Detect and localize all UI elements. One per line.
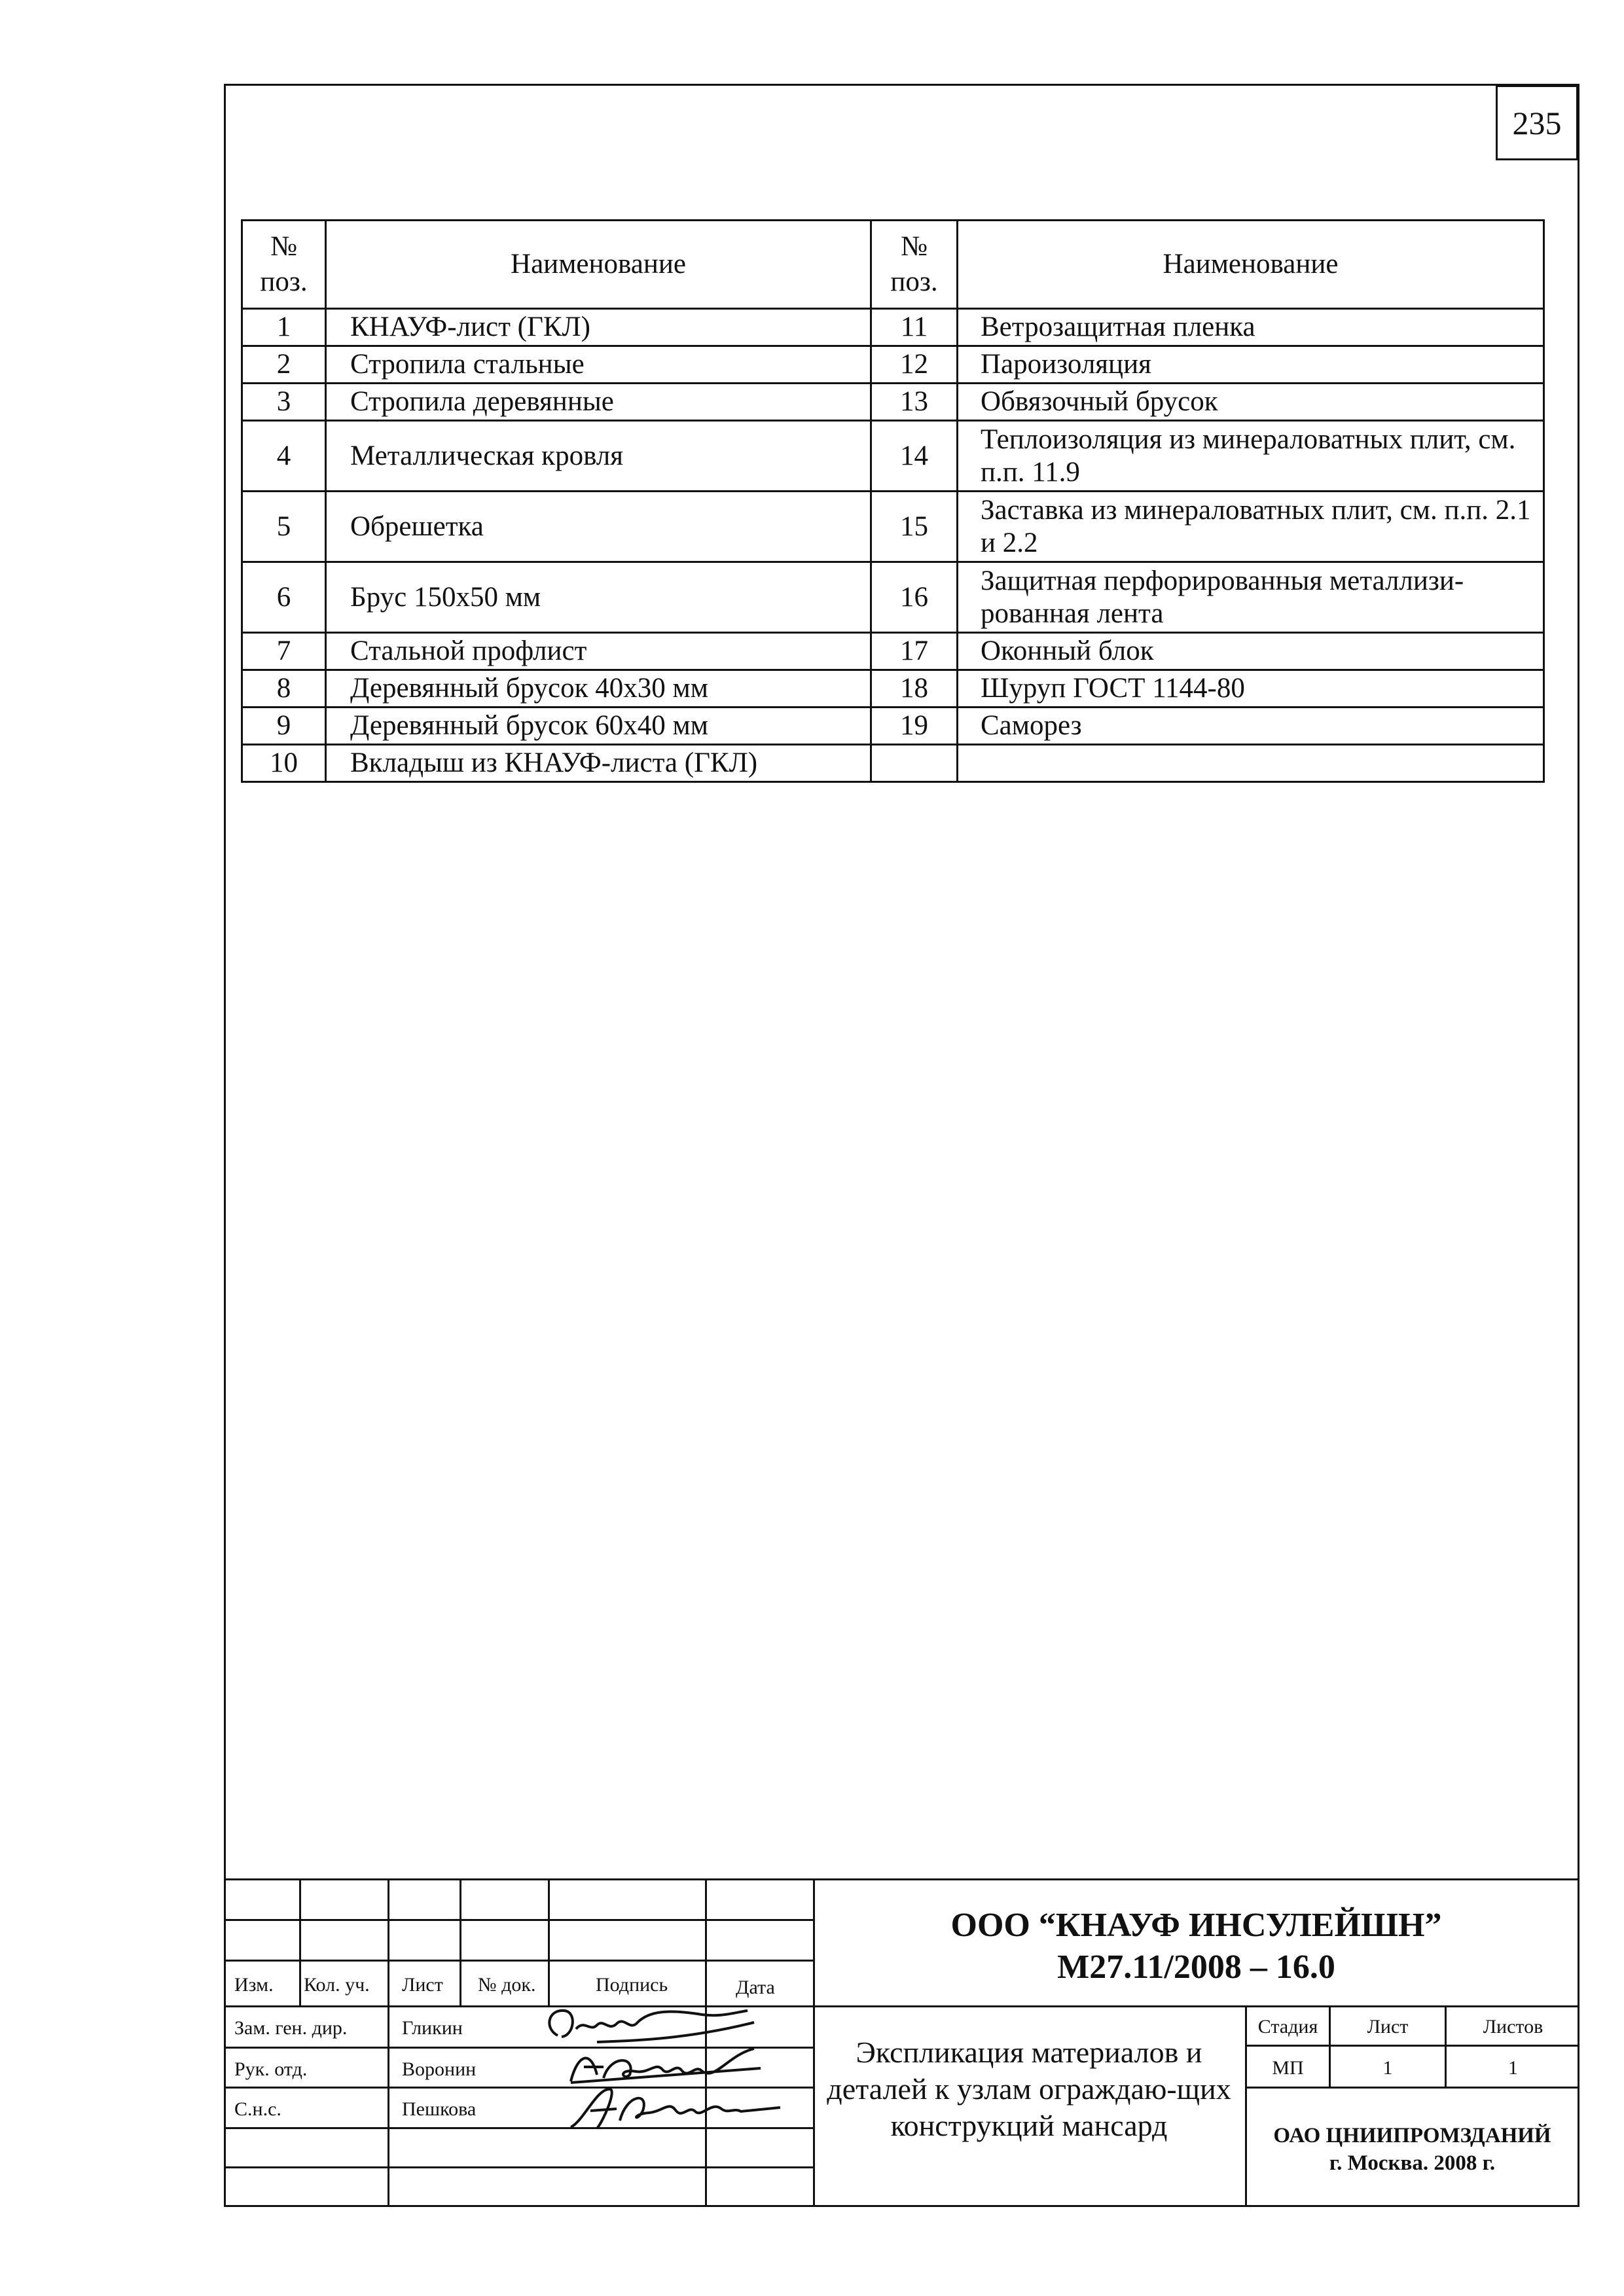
role-1: Зам. ген. дир.	[234, 2017, 348, 2039]
institute-name: ОАО ЦНИИПРОМЗДАНИЙ	[1273, 2124, 1551, 2147]
row-name-left: Металлическая кровля	[326, 421, 871, 492]
sheet-label: Лист	[1367, 2016, 1409, 2037]
row-pos-left: 1	[242, 309, 326, 346]
row-name-right: Саморез	[958, 708, 1544, 745]
table-row	[242, 670, 1544, 708]
table-row	[242, 309, 1544, 346]
pos-header-left: № поз.	[242, 221, 326, 309]
sheet-value: 1	[1382, 2057, 1393, 2079]
table-row	[242, 421, 1544, 492]
row-name-left: Брус 150x50 мм	[326, 562, 871, 633]
stage-value: МП	[1272, 2057, 1304, 2079]
row-name-right: Обвязочный брусок	[958, 384, 1544, 421]
sign-header: Подпись	[596, 1974, 668, 1996]
title-block	[224, 1878, 1579, 2207]
name-header-right: Наименование	[958, 221, 1544, 309]
table-row	[242, 745, 1544, 782]
row-pos-left: 8	[242, 670, 326, 708]
row-name-right: Пароизоляция	[958, 346, 1544, 384]
row-pos-left: 4	[242, 421, 326, 492]
table-row	[242, 562, 1544, 633]
table-row	[242, 346, 1544, 384]
row-pos-right: 15	[871, 492, 958, 562]
company-name: ООО “КНАУФ ИНСУЛЕЙШН”	[950, 1907, 1442, 1944]
row-name-left: Стальной профлист	[326, 633, 871, 670]
row-name-left: Вкладыш из КНАУФ-листа (ГКЛ)	[326, 745, 871, 782]
row-name-left: Стропила деревянные	[326, 384, 871, 421]
row-name-right: Теплоизоляция из минераловатных плит, см. п.п. 11.9	[958, 421, 1544, 492]
row-name-right: Ветрозащитная пленка	[958, 309, 1544, 346]
row-name-left: Стропила стальные	[326, 346, 871, 384]
pos-header-right: № поз.	[871, 221, 958, 309]
sheets-value: 1	[1508, 2057, 1518, 2079]
name-header-left: Наименование	[326, 221, 871, 309]
table-row	[242, 384, 1544, 421]
row-pos-right: 13	[871, 384, 958, 421]
list-header: Лист	[402, 1974, 443, 1996]
materials-table	[241, 219, 1545, 783]
row-pos-left: 10	[242, 745, 326, 782]
row-name-left: КНАУФ-лист (ГКЛ)	[326, 309, 871, 346]
row-pos-right	[871, 745, 958, 782]
company-header	[813, 1905, 1579, 1988]
row-pos-left: 6	[242, 562, 326, 633]
row-pos-right: 12	[871, 346, 958, 384]
row-name-right: Защитная перфорированныя металлизи-рованная лента	[958, 562, 1544, 633]
city-year: г. Москва. 2008 г.	[1329, 2151, 1496, 2175]
row-pos-left: 5	[242, 492, 326, 562]
table-header-row	[242, 221, 1544, 309]
row-name-right: Оконный блок	[958, 633, 1544, 670]
row-pos-right: 11	[871, 309, 958, 346]
row-pos-right: 19	[871, 708, 958, 745]
document-code: М27.11/2008 – 16.0	[1057, 1948, 1335, 1986]
row-pos-right: 14	[871, 421, 958, 492]
row-pos-left: 3	[242, 384, 326, 421]
row-pos-right: 18	[871, 670, 958, 708]
izm-header: Изм.	[234, 1974, 274, 1996]
row-pos-left: 9	[242, 708, 326, 745]
row-name-right	[958, 745, 1544, 782]
table-body	[242, 309, 1544, 782]
role-3: С.н.с.	[234, 2098, 281, 2120]
kol-header: Кол. уч.	[304, 1974, 370, 1996]
row-pos-left: 7	[242, 633, 326, 670]
table-row	[242, 708, 1544, 745]
row-pos-right: 16	[871, 562, 958, 633]
row-name-right: Шуруп ГОСТ 1144-80	[958, 670, 1544, 708]
sheets-label: Листов	[1483, 2016, 1543, 2037]
role-2: Рук. отд.	[234, 2058, 308, 2080]
signature-peshkova	[558, 2081, 793, 2137]
date-header: Дата	[736, 1977, 775, 1998]
row-name-right: Заставка из минераловатных плит, см. п.п. 2.1 и 2.2	[958, 492, 1544, 562]
stage-label: Стадия	[1257, 2016, 1318, 2037]
document-title: Экспликация материалов и деталей к узлам ограждаю-щих конструкций мансард	[827, 2036, 1231, 2142]
person-1: Гликин	[402, 2017, 463, 2039]
table-row	[242, 492, 1544, 562]
row-name-left: Деревянный брусок 60x40 мм	[326, 708, 871, 745]
page-number: 235	[1496, 85, 1578, 160]
doc-header: № док.	[478, 1974, 536, 1996]
institute-block	[1245, 2122, 1579, 2177]
person-2: Воронин	[402, 2058, 477, 2080]
row-name-left: Обрешетка	[326, 492, 871, 562]
row-pos-right: 17	[871, 633, 958, 670]
person-3: Пешкова	[402, 2098, 477, 2120]
table-row	[242, 633, 1544, 670]
row-name-left: Деревянный брусок 40x30 мм	[326, 670, 871, 708]
row-pos-left: 2	[242, 346, 326, 384]
